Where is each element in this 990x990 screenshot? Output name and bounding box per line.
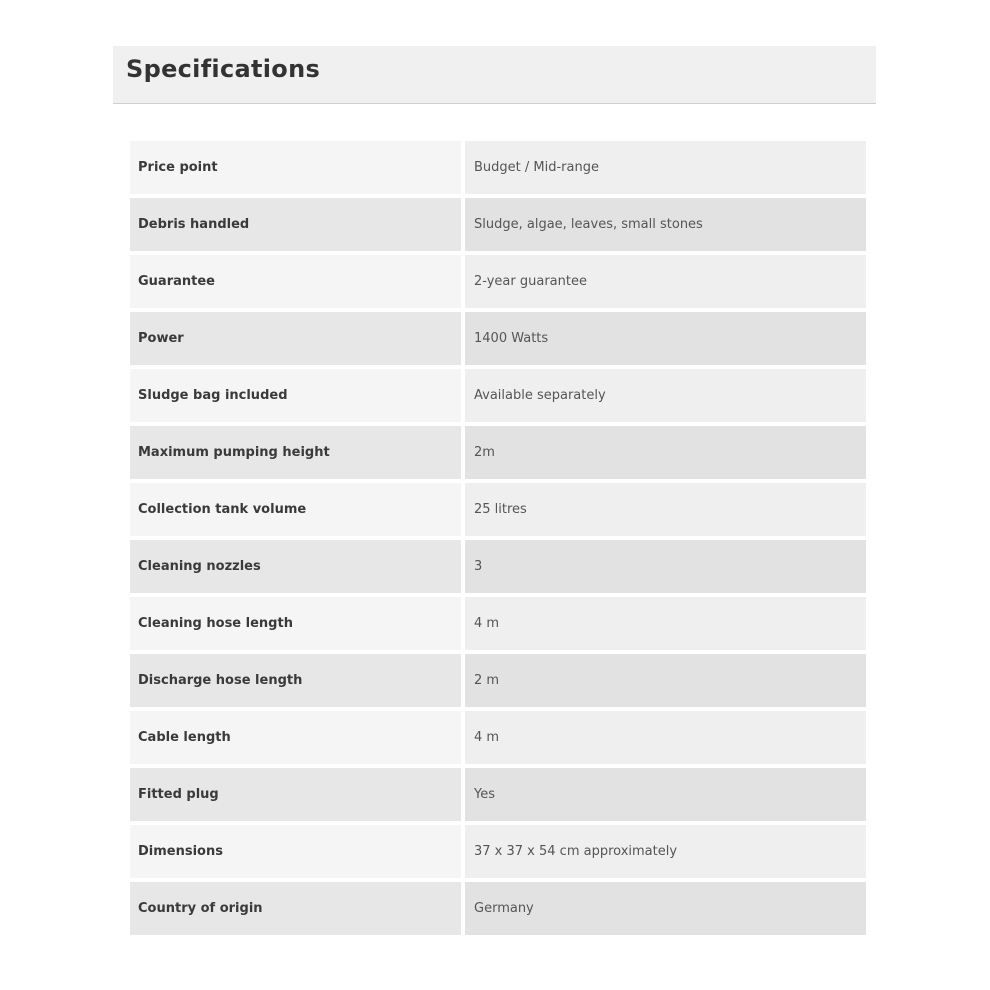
table-row-tank-volume: [130, 483, 866, 536]
spec-label: Cleaning hose length: [130, 597, 461, 650]
table-row-sludge-bag: [130, 369, 866, 422]
table-row-country-of-origin: [130, 882, 866, 935]
specifications-table: [130, 141, 866, 939]
page-title: Specifications: [126, 55, 321, 83]
spec-label: Price point: [130, 141, 461, 194]
spec-label: Country of origin: [130, 882, 461, 935]
spec-label: Power: [130, 312, 461, 365]
table-row-pumping-height: [130, 426, 866, 479]
spec-value: 2-year guarantee: [465, 255, 866, 308]
spec-value: 25 litres: [465, 483, 866, 536]
spec-label: Guarantee: [130, 255, 461, 308]
spec-value: 4 m: [465, 711, 866, 764]
table-row-cable-length: [130, 711, 866, 764]
spec-label: Discharge hose length: [130, 654, 461, 707]
table-row-dimensions: [130, 825, 866, 878]
spec-value: Available separately: [465, 369, 866, 422]
table-row-debris-handled: [130, 198, 866, 251]
specifications-header: [113, 46, 876, 104]
spec-value: Germany: [465, 882, 866, 935]
table-row-discharge-hose: [130, 654, 866, 707]
spec-label: Collection tank volume: [130, 483, 461, 536]
table-row-fitted-plug: [130, 768, 866, 821]
spec-label: Maximum pumping height: [130, 426, 461, 479]
spec-label: Debris handled: [130, 198, 461, 251]
spec-value: 2m: [465, 426, 866, 479]
spec-label: Cable length: [130, 711, 461, 764]
table-row-price-point: [130, 141, 866, 194]
spec-label: Dimensions: [130, 825, 461, 878]
table-row-power: [130, 312, 866, 365]
spec-label: Cleaning nozzles: [130, 540, 461, 593]
spec-value: 1400 Watts: [465, 312, 866, 365]
table-row-cleaning-hose: [130, 597, 866, 650]
spec-value: 37 x 37 x 54 cm approximately: [465, 825, 866, 878]
spec-value: 3: [465, 540, 866, 593]
table-row-cleaning-nozzles: [130, 540, 866, 593]
spec-value: 2 m: [465, 654, 866, 707]
table-row-guarantee: [130, 255, 866, 308]
spec-label: Sludge bag included: [130, 369, 461, 422]
spec-value: 4 m: [465, 597, 866, 650]
spec-value: Budget / Mid-range: [465, 141, 866, 194]
spec-label: Fitted plug: [130, 768, 461, 821]
spec-value: Yes: [465, 768, 866, 821]
spec-value: Sludge, algae, leaves, small stones: [465, 198, 866, 251]
